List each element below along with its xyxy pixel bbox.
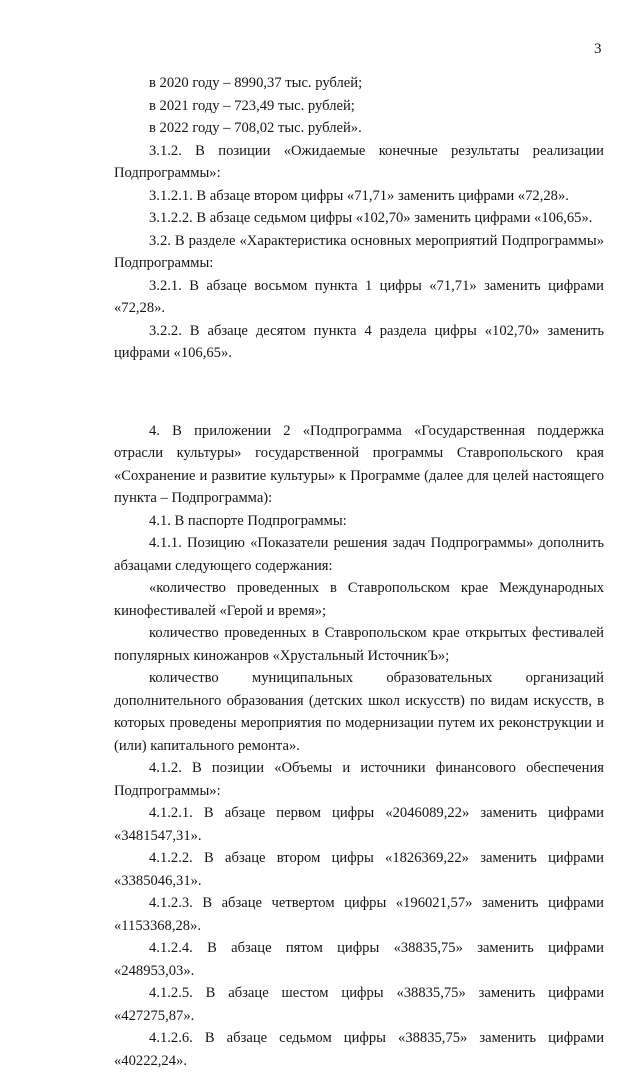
paragraph: 4.1.2. В позиции «Объемы и источники финансового обеспечения Подпрограммы»:: [114, 760, 604, 799]
paragraph: количество муниципальных образовательных организаций дополнительного образования (детских школ искусств) по видам искусств, в которых проведены мероприятия по модернизации путем их реконструкции и (или) капитального ремонта».: [114, 670, 604, 754]
paragraph: 4.1.2.6. В абзаце седьмом цифры «38835,75» заменить цифрами «40222,24».: [114, 1030, 604, 1069]
paragraph: «количество проведенных в Ставропольском крае Международных кинофестивалей «Герой и время»;: [114, 580, 604, 619]
paragraph: в 2022 году – 708,02 тыс. рублей».: [149, 120, 362, 136]
paragraph: 3.2.2. В абзаце десятом пункта 4 раздела цифры «102,70» заменить цифрами «106,65».: [114, 322, 604, 361]
paragraph: количество проведенных в Ставропольском крае открытых фестивалей популярных киножанров «Хрустальный ИсточникЪ»;: [114, 625, 604, 664]
paragraph: 3.2. В разделе «Характеристика основных мероприятий Подпрограммы» Подпрограммы:: [114, 232, 604, 271]
paragraph: в 2021 году – 723,49 тыс. рублей;: [149, 97, 355, 114]
paragraph: 4.1.2.3. В абзаце четвертом цифры «196021,57» заменить цифрами «1153368,28».: [114, 895, 604, 934]
paragraph: в 2020 году – 8990,37 тыс. рублей;: [149, 75, 363, 91]
document-body: [114, 72, 604, 1072]
paragraph: 4.1.2.2. В абзаце втором цифры «1826369,22» заменить цифрами «3385046,31».: [114, 850, 604, 889]
paragraph: 3.1.2.1. В абзаце втором цифры «71,71» заменить цифрами «72,28».: [149, 187, 569, 204]
paragraph: 4.1.2.4. В абзаце пятом цифры «38835,75» заменить цифрами «248953,03».: [114, 940, 604, 979]
page-number: 3: [594, 41, 602, 57]
paragraph: 4. В приложении 2 «Подпрограмма «Государственная поддержка отрасли культуры» государственной программы Ставропольского края «Сохранение и развитие культуры» к Программе (далее для целей настоящего пункта – Подпрограмма):: [114, 422, 604, 507]
paragraph: 4.1.2.5. В абзаце шестом цифры «38835,75» заменить цифрами «427275,87».: [114, 985, 604, 1024]
paragraph: 4.1. В паспорте Подпрограммы:: [149, 512, 347, 529]
paragraph: 3.1.2.2. В абзаце седьмом цифры «102,70» заменить цифрами «106,65».: [149, 210, 593, 226]
section-spacer: [114, 379, 604, 405]
paragraph: 4.1.2.1. В абзаце первом цифры «2046089,22» заменить цифрами «3481547,31».: [114, 805, 604, 844]
paragraph: 3.2.1. В абзаце восьмом пункта 1 цифры «71,71» заменить цифрами «72,28».: [114, 277, 604, 316]
paragraph: 3.1.2. В позиции «Ожидаемые конечные результаты реализации Подпрограммы»:: [114, 142, 604, 181]
paragraph: 4.1.1. Позицию «Показатели решения задач Подпрограммы» дополнить абзацами следующего содержания:: [114, 535, 604, 574]
